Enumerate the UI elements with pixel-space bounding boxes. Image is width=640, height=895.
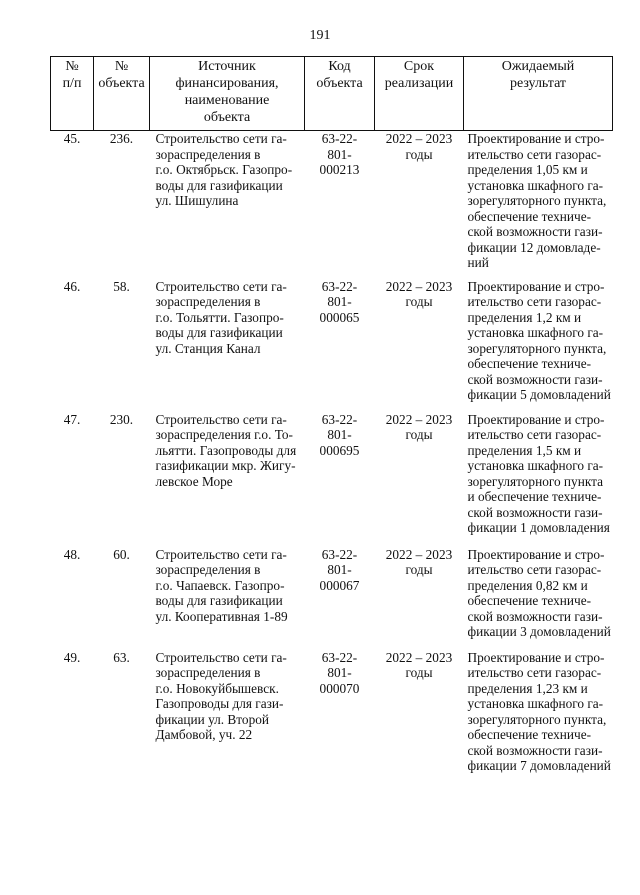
row-source [150,278,305,411]
row-num: 47. [63,411,81,427]
cell-line: Проектирование и стро- [467,649,605,665]
cell-line: 63-22- [321,278,358,294]
row-object-number: 230. [109,411,134,427]
header-object-code [305,57,375,131]
cell-line: 2022 – 2023 [385,131,453,146]
row-code [305,411,375,546]
cell-line: Газопроводы для гази- [155,696,284,711]
cell-line: Строительство сети га- [155,411,287,427]
cell-line: обеспечение техниче- [467,356,592,371]
cell-line: 63-22- [321,546,358,562]
cell-line: обеспечение техниче- [467,208,592,224]
cell-line: п/п [62,76,82,91]
cell-line: фикации 1 домовладения [467,520,610,535]
cell-line: зорегуляторного пункта, [467,711,607,727]
cell-line: 801- [327,665,352,680]
cell-line: объекта [316,76,363,91]
cell-line: 801- [327,562,352,577]
cell-line: годы [405,294,433,309]
cell-line: 000695 [319,442,360,458]
cell-line: установка шкафного га- [467,458,604,473]
cell-line: ительство сети газорас- [467,146,602,162]
cell-line: 801- [327,146,352,162]
cell-line: воды для газификации [155,177,283,193]
project-table [50,56,613,795]
cell-line: ской возможности гази- [467,371,603,387]
header-object-number [94,57,150,131]
cell-line: Проектирование и стро- [467,411,605,427]
cell-line: 2022 – 2023 [385,649,453,665]
cell-line: 2022 – 2023 [385,411,453,427]
cell-line: Строительство сети га- [155,131,287,146]
cell-line: пределения 1,2 км и [467,309,582,325]
row-num: 49. [63,649,81,665]
cell-line: обеспечение техниче- [467,593,592,608]
table-row [51,411,613,546]
cell-line: установка шкафного га- [467,177,604,193]
cell-line: 000065 [319,309,360,325]
cell-line: 2022 – 2023 [385,546,453,562]
table-header-row [51,57,613,131]
row-result [464,546,613,649]
cell-line: ской возможности гази- [467,504,603,520]
cell-line: зораспределения в [155,665,261,680]
row-code [305,546,375,649]
header-period [375,57,464,131]
cell-line: установка шкафного га- [467,325,604,340]
header-funding-source [150,57,305,131]
table-row [51,649,613,795]
row-result [464,649,613,795]
cell-line: годы [405,427,433,442]
cell-line: г.о. Чапаевск. Газопро- [155,577,285,593]
table-row [51,546,613,649]
cell-line: ской возможности гази- [467,224,603,239]
cell-line: ительство сети газорас- [467,294,602,309]
cell-line: ул. Станция Канал [155,340,261,356]
cell-line: 801- [327,427,352,442]
cell-line: наименование [184,93,270,108]
row-code [305,131,375,278]
cell-line: фикации ул. Второй [155,711,269,727]
cell-line: ний [467,255,489,270]
cell-line: Код [328,59,351,74]
page-number: 191 [309,28,331,43]
row-object-number: 63. [113,649,130,665]
row-code [305,278,375,411]
cell-line: Строительство сети га- [155,649,287,665]
row-source [150,131,305,278]
cell-line: зорегуляторного пункта, [467,340,607,356]
cell-line: обеспечение техниче- [467,727,592,742]
cell-line: 000067 [319,577,360,593]
cell-line: г.о. Октябрьск. Газопро- [155,162,293,177]
row-result [464,278,613,411]
cell-line: результат [509,76,567,91]
cell-line: ул. Кооперативная 1-89 [155,608,288,624]
cell-line: Источник [198,59,256,74]
cell-line: льятти. Газопроводы для [155,442,297,458]
row-period [375,131,464,278]
cell-line: 000070 [319,680,360,696]
row-period [375,649,464,795]
row-num: 45. [63,131,81,146]
cell-line: пределения 1,23 км и [467,680,588,696]
cell-line: зораспределения в [155,294,261,309]
cell-line: 000213 [319,162,360,177]
row-object-number: 60. [113,546,130,562]
cell-line: ительство сети газорас- [467,665,602,680]
cell-line: ительство сети газорас- [467,562,602,577]
cell-line: левское Море [155,473,233,489]
cell-line: годы [405,665,433,680]
cell-line: ул. Шишулина [155,193,239,208]
table-row [51,131,613,278]
table-row [51,278,613,411]
cell-line: Строительство сети га- [155,278,287,294]
cell-line: ской возможности гази- [467,742,603,758]
cell-line: фикации 5 домовладений [467,387,611,402]
cell-line: реализации [384,76,454,91]
cell-line: пределения 1,5 км и [467,442,582,458]
cell-line: зораспределения в [155,146,261,162]
header-num [51,57,94,131]
cell-line: объекта [98,76,145,91]
cell-line: воды для газификации [155,325,283,340]
cell-line: воды для газификации [155,593,283,608]
cell-line: г.о. Новокуйбышевск. [155,680,279,696]
cell-line: годы [405,146,433,162]
cell-line: ской возможности гази- [467,608,603,624]
row-object-number: 236. [109,131,134,146]
cell-line: пределения 0,82 км и [467,577,588,593]
cell-line: зораспределения г.о. То- [155,427,293,442]
cell-line: фикации 7 домовладений [467,758,611,773]
row-result [464,131,613,278]
cell-line: Проектирование и стро- [467,131,605,146]
row-source [150,546,305,649]
cell-line: № [114,59,129,74]
row-code [305,649,375,795]
cell-line: Проектирование и стро- [467,278,605,294]
row-period [375,546,464,649]
row-source [150,649,305,795]
cell-line: Строительство сети га- [155,546,287,562]
row-period [375,278,464,411]
cell-line: 63-22- [321,649,358,665]
cell-line: ительство сети газорас- [467,427,602,442]
row-num: 48. [63,546,81,562]
cell-line: Ожидаемый [501,59,575,74]
cell-line: установка шкафного га- [467,696,604,711]
cell-line: финансирования, [175,76,279,91]
row-object-number: 58. [113,278,130,294]
cell-line: пределения 1,05 км и [467,162,588,177]
header-expected-result [464,57,613,131]
row-result [464,411,613,546]
cell-line: газификации мкр. Жигу- [155,458,296,473]
cell-line: № [65,59,79,74]
cell-line: фикации 3 домовладений [467,624,611,639]
cell-line: Срок [403,59,435,74]
cell-line: годы [405,562,433,577]
cell-line: Проектирование и стро- [467,546,605,562]
cell-line: 63-22- [321,131,358,146]
row-num: 46. [63,278,81,294]
cell-line: объекта [203,110,251,125]
cell-line: 801- [327,294,352,309]
cell-line: зорегуляторного пункта [467,473,603,489]
cell-line: г.о. Тольятти. Газопро- [155,309,284,325]
cell-line: зорегуляторного пункта, [467,193,607,208]
cell-line: 2022 – 2023 [385,278,453,294]
cell-line: и обеспечение техниче- [467,489,602,504]
row-period [375,411,464,546]
cell-line: зораспределения в [155,562,261,577]
row-source [150,411,305,546]
cell-line: фикации 12 домовладе- [467,239,601,255]
cell-line: Дамбовой, уч. 22 [155,727,253,742]
cell-line: 63-22- [321,411,358,427]
